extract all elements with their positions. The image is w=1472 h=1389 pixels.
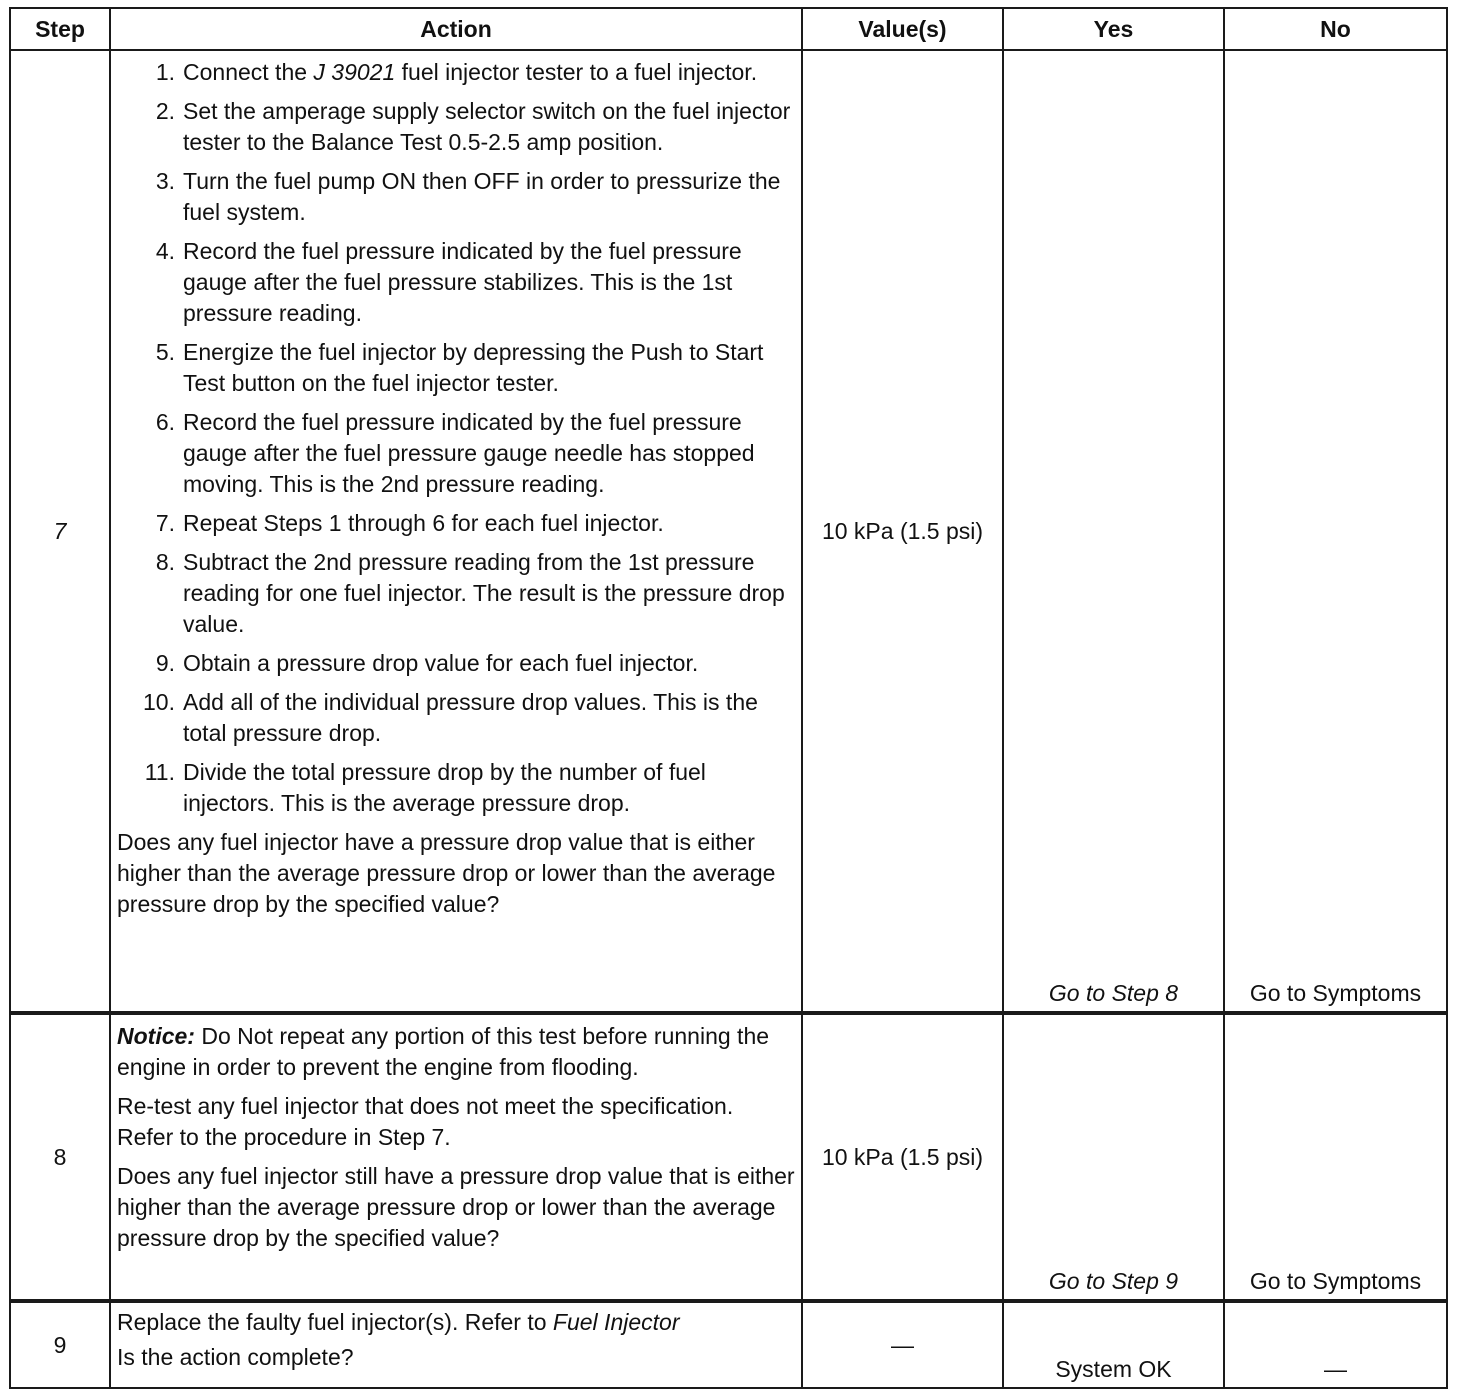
header-action: Action [110,8,802,50]
no-link[interactable]: Go to Symptoms [1224,1013,1447,1301]
action-question: Does any fuel injector still have a pressure drop value that is either higher than the average pressure drop or lower than the average pressure drop by the specified value? [117,1163,795,1251]
action-cell [110,50,802,1013]
replace-paragraph: Replace the faulty fuel injector(s). Refer to Fuel Injector [117,1309,680,1335]
no-link[interactable]: Go to Symptoms [1224,50,1447,1013]
header-row [10,8,1447,50]
list-item: 2. Set the amperage supply selector switch on the fuel injector tester to the Balance Test 0.5-2.5 amp position. [155,98,791,155]
list-item: 1. Connect the J 39021 fuel injector tester to a fuel injector. [155,59,758,85]
header-no: No [1224,8,1447,50]
table-row-step-8 [10,1013,1447,1301]
action-question: Is the action complete? [117,1344,354,1370]
value-cell: 10 kPa (1.5 psi) [802,50,1003,1013]
step-number: 8 [10,1013,110,1301]
value-cell: 10 kPa (1.5 psi) [802,1013,1003,1301]
list-item: 11. Divide the total pressure drop by the number of fuel injectors. This is the average pressure drop. [144,759,706,816]
value-cell: — [802,1301,1003,1388]
diagnostic-table [9,7,1448,1389]
notice-label: Notice: [117,1023,195,1049]
notice-paragraph: Notice: Do Not repeat any portion of this test before running the engine in order to prevent the engine from flooding. [117,1023,770,1080]
action-cell [110,1301,802,1388]
list-item: 10. Add all of the individual pressure drop values. This is the total pressure drop. [143,689,758,746]
list-item: 5. Energize the fuel injector by depressing the Push to Start Test button on the fuel injector tester. [155,339,764,396]
list-item: 3. Turn the fuel pump ON then OFF in order to pressurize the fuel system. [155,168,781,225]
list-item: 4. Record the fuel pressure indicated by the fuel pressure gauge after the fuel pressure stabilizes. This is the 1st pressure reading. [155,238,742,326]
step-number: 9 [10,1301,110,1388]
no-link: — [1224,1301,1447,1388]
step-number: 7 [10,50,110,1013]
table-row-step-9 [10,1301,1447,1388]
header-yes: Yes [1003,8,1224,50]
header-step: Step [10,8,110,50]
table-row-step-7 [10,50,1447,1013]
list-item: 8. Subtract the 2nd pressure reading from the 1st pressure reading for one fuel injector. The result is the pressure drop value. [155,549,785,637]
action-steps-list [117,57,795,819]
yes-link[interactable]: System OK [1003,1301,1224,1388]
retest-paragraph: Re-test any fuel injector that does not meet the specification. Refer to the procedure in Step 7. [117,1093,734,1150]
list-item: 9. Obtain a pressure drop value for each fuel injector. [155,650,699,676]
yes-link[interactable]: Go to Step 9 [1003,1013,1224,1301]
action-question: Does any fuel injector have a pressure drop value that is either higher than the average pressure drop or lower than the average pressure drop by the specified value? [117,829,776,917]
action-cell [110,1013,802,1301]
yes-link[interactable]: Go to Step 8 [1003,50,1224,1013]
list-item: 6. Record the fuel pressure indicated by the fuel pressure gauge after the fuel pressure gauge needle has stopped moving. This is the 2nd pressure reading. [155,409,755,497]
fuel-injector-reference[interactable]: Fuel Injector [552,1309,680,1335]
tool-reference: J 39021 [313,59,396,85]
header-values: Value(s) [802,8,1003,50]
list-item: 7. Repeat Steps 1 through 6 for each fuel injector. [155,510,664,536]
